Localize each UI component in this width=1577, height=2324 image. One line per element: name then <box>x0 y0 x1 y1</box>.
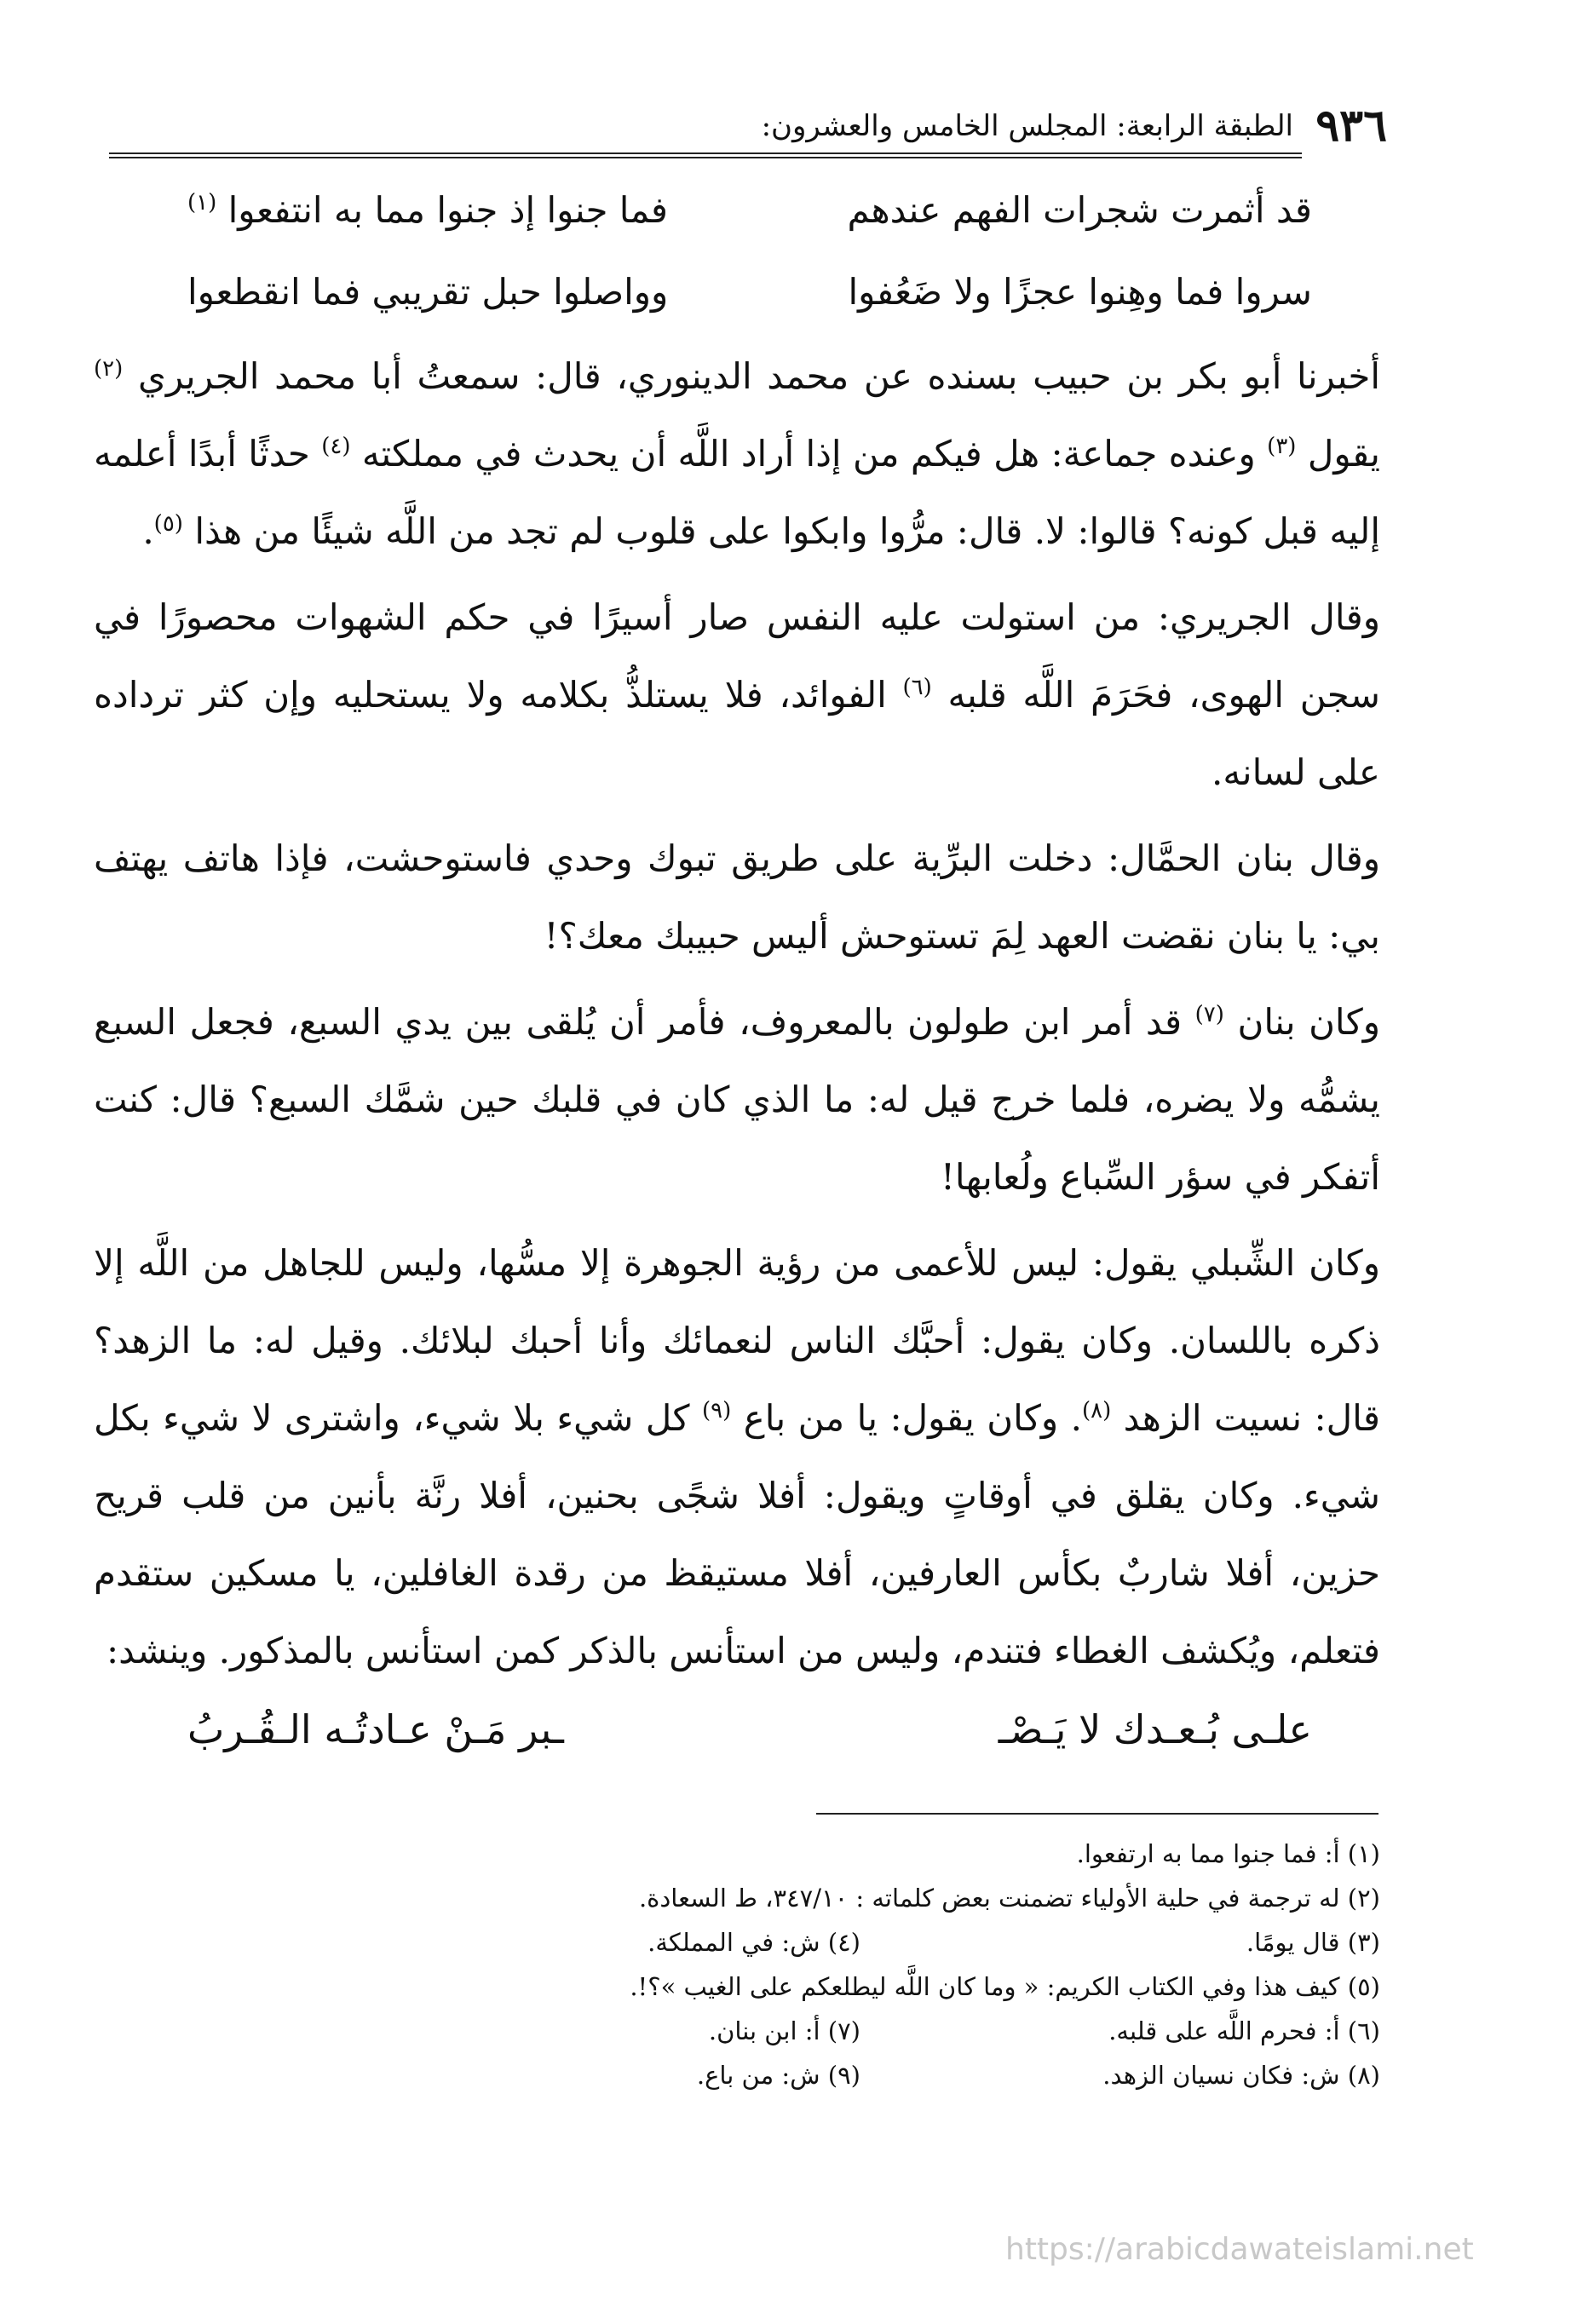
footnote: (٤) ش: في المملكة. <box>647 1928 860 1957</box>
page-number: ٩٣٦ <box>1315 100 1387 152</box>
footnote-row <box>170 2009 1380 2053</box>
page-header <box>109 101 1387 152</box>
footnote-ref: (٣) <box>1267 434 1297 459</box>
paragraph-text: . <box>142 510 154 552</box>
paragraph-text: حدثًا أبدًا أعلمه إليه قبل كونه؟ قالوا: لا. قال: مرُّوا وابكوا على قلوب لم تجد من اللَّه شيئًا من هذا <box>94 433 1380 552</box>
paragraph-1 <box>94 337 1380 570</box>
footnote-ref: (٤) <box>321 434 351 459</box>
footnote: (٥) كيف هذا وفي الكتاب الكريم: « وما كان اللَّه ليطلعكم على الغيب »؟!. <box>630 1972 1380 2001</box>
paragraph-text: وقال بنان الحمَّال: دخلت البرِّية على طريق تبوك وحدي فاستوحشت، فإذا هاتف يهتف بي: يا بنان نقضت العهد لِمَ تستوحش أليس حبيبك معك؟! <box>94 837 1380 957</box>
paragraph-3 <box>94 820 1380 975</box>
paragraph-text: الفوائد، فلا يستلذُّ بكلامه ولا يستحليه وإن كثر ترداده على لسانه. <box>94 674 1380 793</box>
paragraph-text: وكان الشِّبلي يقول: ليس للأعمى من رؤية الجوهرة إلا مسُّها، وليس للجاهل من اللَّه إلا ذكره باللسان. وكان يقول: أحبَّك الناس لنعمائك وأنا أحبك لبلائك. وقيل له: ما الزهد؟ قال: نسيت الزهد <box>94 1242 1380 1439</box>
footnote: (٩) ش: من باع. <box>696 2061 860 2090</box>
footnote-ref: (٩) <box>701 1398 732 1424</box>
paragraph-text: أخبرنا أبو بكر بن حبيب بسنده عن محمد الدينوري، قال: سمعتُ أبا محمد الجريري <box>137 355 1381 397</box>
footnote-row <box>170 1964 1380 2009</box>
paragraph-5 <box>94 1224 1380 1689</box>
footnote-row <box>170 2053 1380 2097</box>
verse-line-1 <box>187 181 1312 240</box>
footnote: (٣) قال يومًا. <box>1246 1928 1380 1957</box>
verse-line-2 <box>187 262 1312 322</box>
closing-verse-second-hemistich: ـبر مَـنْ عـادتُـه الـقُـربُ <box>187 1706 564 1752</box>
footnote-separator <box>816 1813 1378 1815</box>
verse-2-first-hemistich: سروا فما وهِنوا عجزًا ولا ضَعُفوا <box>848 271 1312 313</box>
footnote: (٦) أ: فحرم اللَّه على قلبه. <box>1108 2016 1380 2045</box>
verse-1-first-hemistich: قد أثمرت شجرات الفهم عندهم <box>847 189 1312 231</box>
footnote: (٢) له ترجمة في حلية الأولياء تضمنت بعض كلماته : ٣٤٧/١٠، ط السعادة. <box>638 1884 1380 1913</box>
verse-1-second-hemistich <box>187 181 668 240</box>
footnote-ref: (٦) <box>902 675 932 700</box>
paragraph-4 <box>94 983 1380 1216</box>
paragraph-text: كل شيء بلا شيء، واشترى لا شيء بكل شيء. وكان يقلق في أوقاتٍ ويقول: أفلا شجًى بحنين، أفلا رنَّة بأنين من قلب قريح حزين، أفلا شاربٌ بكأس العارفين، أفلا مستيقظ من رقدة الغافلين، يا مسكين ستقدم فتعلم، ويُكشف الغطاء فتندم، وليس من استأنس بالذكر كمن استأنس بالمذكور. وينشد: <box>94 1397 1380 1671</box>
footnote-row <box>170 1920 1380 1964</box>
header-double-rule <box>109 152 1302 158</box>
footnote-ref: (٨) <box>1081 1398 1112 1424</box>
paragraph-text: قد أمر ابن طولون بالمعروف، فأمر أن يُلقى بين يدي السبع، فجعل السبع يشمُّه ولا يضره، فلما خرج قيل له: ما الذي كان في قلبك حين شمَّك السبع؟ قال: كنت أتفكر في سؤر السِّباع ولُعابها! <box>94 1001 1380 1198</box>
running-title: الطبقة الرابعة: المجلس الخامس والعشرون: <box>748 109 1293 143</box>
paragraph-2 <box>94 578 1380 811</box>
footnote-ref: (١) <box>187 190 217 216</box>
footnote-row <box>170 1832 1380 1876</box>
closing-verse <box>187 1695 1312 1763</box>
footnote-row <box>170 1876 1380 1920</box>
watermark-url: https://arabicdawateislami.net <box>1005 2232 1474 2267</box>
footnote-ref: (٧) <box>1194 1002 1224 1027</box>
footnote-ref: (٥) <box>153 511 183 537</box>
footnote: (١) أ: فما جنوا مما به ارتفعوا. <box>1076 1839 1380 1868</box>
paragraph-text: وكان بنان <box>1237 1001 1380 1043</box>
paragraph-text: وقال الجريري: من استولت عليه النفس صار أسيرًا في حكم الشهوات محصورًا في سجن الهوى، فحَرَمَ اللَّه قلبه <box>94 596 1380 716</box>
paragraph-text: وعنده جماعة: هل فيكم من إذا أراد اللَّه أن يحدث في مملكته <box>361 433 1268 475</box>
paragraph-text: يقول <box>1307 433 1380 475</box>
verse-1-second-text: فما جنوا إذ جنوا مما به انتفعوا <box>227 189 668 231</box>
footnote-ref: (٢) <box>94 356 124 382</box>
footnote: (٨) ش: فكان نسيان الزهد. <box>1102 2061 1380 2090</box>
body-text <box>94 337 1380 1689</box>
closing-verse-first-hemistich: علـى بُـعـدك لا يَـصْـ <box>998 1706 1312 1752</box>
footnotes <box>170 1832 1380 2097</box>
paragraph-text: . وكان يقول: يا من باع <box>743 1397 1082 1439</box>
verse-2-second-hemistich: وواصلوا حبل تقريبي فما انقطعوا <box>187 271 669 313</box>
footnote: (٧) أ: ابن بنان. <box>708 2016 860 2045</box>
